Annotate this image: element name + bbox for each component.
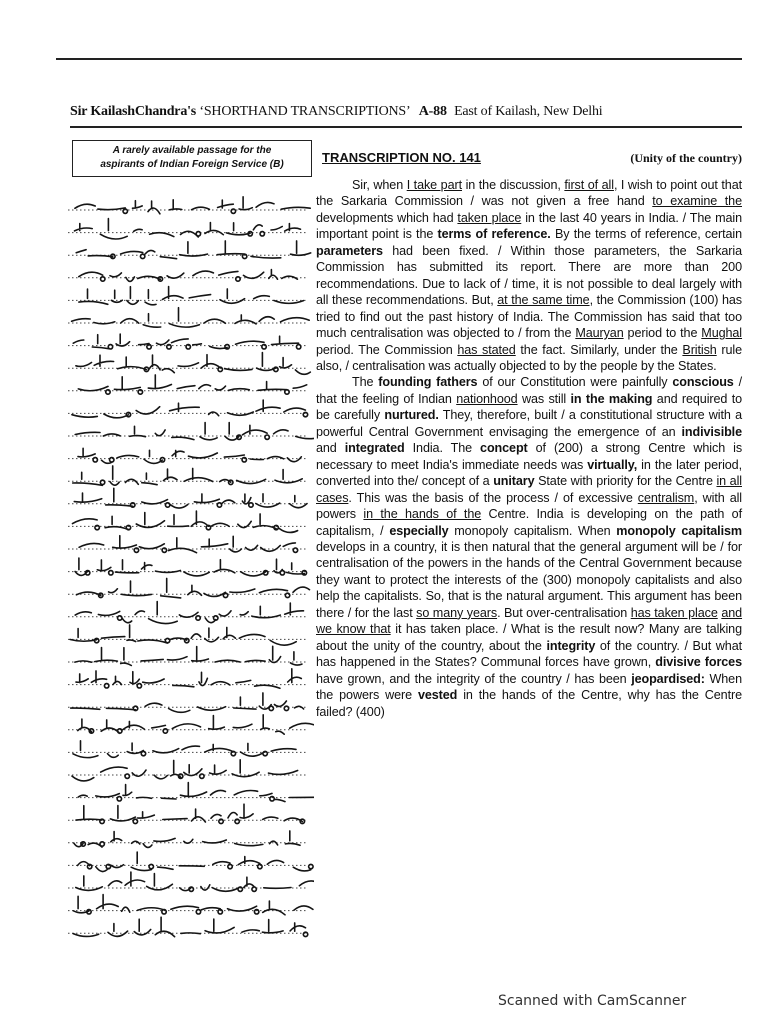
para1-segment: to examine the — [652, 194, 742, 209]
para2-segment: monopoly capitalism. When — [448, 523, 617, 538]
para1-segment: the fact. Similarly, under the — [515, 342, 683, 357]
para2-segment: . But over-centralisation — [497, 605, 631, 620]
para2-segment: vested — [417, 688, 458, 703]
para2-segment: and required to be carefully — [316, 391, 742, 423]
paragraph-1 — [316, 177, 742, 374]
para2-segment: in the hands of the Centre, why has the Centre failed? (400) — [316, 688, 742, 719]
para1-segment: first of all — [564, 178, 614, 192]
header-code: A-88 — [418, 104, 447, 119]
para1-segment: at the same time — [497, 293, 590, 308]
para2-segment: divisive forces — [655, 655, 742, 670]
shorthand-outline — [73, 917, 308, 937]
para2-segment: India. The — [404, 441, 481, 456]
shorthand-outline — [79, 287, 304, 305]
para2-segment: centralism — [637, 490, 695, 505]
shorthand-outline — [74, 488, 307, 508]
para2-segment: nurtured. — [384, 408, 439, 423]
para2-segment: virtually, — [587, 457, 638, 472]
para1-segment: By the terms of reference, certain — [550, 227, 742, 242]
para1-segment: , the Commission (100) has tried to find out the past history of India. The Commission has said that too much centralisation was objected to / from the — [316, 293, 743, 341]
shorthand-outline — [73, 334, 301, 349]
page-header — [70, 104, 742, 128]
para2-segment: conscious — [672, 375, 734, 390]
shorthand-outline — [76, 804, 305, 823]
para2-segment: and — [316, 441, 345, 456]
shorthand-outline — [75, 197, 310, 214]
para2-segment: of the country. / But what has happened in the States? Communal forces have grown, — [316, 638, 743, 670]
para1-segment: Mauryan — [575, 326, 624, 341]
para2-segment: State with priority for the Centre — [534, 474, 717, 489]
shorthand-outline — [75, 558, 306, 576]
para2-segment: integrity — [546, 638, 596, 653]
para2-segment: has taken place — [630, 605, 718, 620]
para2-segment: jeopardised: — [631, 671, 705, 686]
shorthand-outline — [75, 646, 302, 665]
para2-segment: Centre. India is developing on the path of capitalism, / — [316, 507, 742, 538]
para2-segment: When the powers were — [316, 671, 742, 703]
shorthand-outline — [78, 448, 301, 463]
transcription-number: TRANSCRIPTION NO. 141 — [322, 150, 481, 165]
para2-segment: so many years — [416, 605, 498, 620]
para2-segment: unitary — [493, 474, 535, 489]
para1-segment: Sir, when — [352, 178, 407, 192]
para1-segment: rule also, / centralisation was actually objected to by the people by the States. — [316, 342, 742, 373]
para2-segment: of (200) a strong Centre which is necessary to meet India's immediate needs was — [316, 441, 743, 472]
para2-segment: concept — [480, 441, 528, 456]
para2-segment: have grown, and the integrity of the country / has been — [316, 671, 632, 686]
shorthand-outline — [73, 466, 303, 485]
shorthand-outline — [79, 270, 298, 282]
paragraph-2 — [316, 374, 742, 720]
shorthand-outline — [71, 693, 304, 712]
para2-segment: of our Constitution were painfully — [477, 375, 673, 390]
para2-segment: They, therefore, built / a constitutional structure with a powerful Central Government envisaging the emergence of an — [316, 408, 742, 439]
para2-segment: and we know that — [316, 605, 743, 637]
scanner-watermark: Scanned with CamScanner — [498, 993, 687, 1009]
notice-box — [72, 140, 312, 177]
para2-segment: monopoly capitalism — [616, 523, 742, 538]
shorthand-outlines — [64, 196, 314, 946]
shorthand-outline — [72, 400, 308, 418]
header-title: ‘SHORTHAND TRANSCRIPTIONS’ — [199, 104, 410, 119]
para1-segment: , I wish to point out that the Sarkaria Commission / was not given a free hand — [316, 178, 742, 209]
para2-segment: it has taken place. / What is the result now? Many are talking about the unity of the country, about the — [316, 622, 742, 653]
para1-segment: had been fixed. / Within those parameters, the Sarkaria Commission has submitted its report. There are more than 200 recommendations. Due to lack of / time, it is not possible to deal largely with all these recommendations. But, — [316, 243, 742, 308]
shorthand-outline — [73, 741, 296, 758]
shorthand-outline — [76, 669, 301, 689]
shorthand-outline — [79, 536, 298, 553]
transcription-heading — [322, 150, 742, 168]
para1-segment: taken place — [457, 210, 522, 225]
para1-segment: in the discussion, — [461, 178, 565, 192]
para2-segment: indivisible — [681, 424, 742, 439]
para1-segment: period. The Commission — [316, 342, 458, 357]
shorthand-outline — [76, 241, 311, 259]
shorthand-outline — [78, 375, 306, 394]
shorthand-outline — [75, 219, 301, 239]
para2-segment: , with all powers — [316, 490, 742, 522]
top-rule — [56, 58, 742, 60]
transcription-subtitle: (Unity of the country) — [630, 151, 742, 165]
transcription-body — [316, 177, 742, 720]
para2-segment: was still — [517, 391, 571, 406]
para2-segment: develops in a country, it is then natural that the general argument will be / for centralisation of the powers in the hands of the Central Government because they want to protect the interests of the (300) monopoly capitalists and also help the capitalists. So, that is the natural argument. This argument has been there / for the last — [316, 539, 742, 620]
shorthand-outline — [72, 760, 298, 781]
shorthand-outline — [72, 308, 310, 327]
shorthand-outline — [76, 872, 314, 891]
para2-segment: in the later period, converted into the/ concept of a — [316, 457, 742, 489]
para2-segment: in the making — [570, 391, 653, 406]
notice-line-1: A rarely available passage for the — [112, 145, 272, 156]
para1-segment: period to the — [623, 326, 702, 341]
para2-segment: / that the feeling of Indian — [316, 375, 742, 406]
para1-segment: developments which had — [316, 210, 458, 225]
shorthand-outline — [78, 783, 314, 802]
para2-segment: . This was the basis of the process / of excessive — [348, 490, 638, 505]
para2-segment: nationhood — [456, 391, 518, 406]
shorthand-outline — [73, 511, 298, 532]
para1-segment: British — [682, 342, 717, 357]
shorthand-outline — [76, 578, 309, 598]
shorthand-outline — [73, 895, 313, 915]
shorthand-outline — [70, 625, 296, 645]
para2-segment: founding fathers — [378, 375, 478, 390]
shorthand-outline — [75, 602, 303, 624]
shorthand-outline — [78, 715, 314, 734]
shorthand-outline — [76, 353, 310, 375]
para1-segment: parameters — [316, 243, 383, 258]
para2-segment: especially — [389, 523, 449, 538]
para1-segment: terms of reference. — [437, 227, 551, 242]
shorthand-drawing — [64, 196, 314, 946]
para1-segment: in the last 40 years in India. / The main important point is the — [316, 210, 742, 242]
para2-segment: The — [352, 375, 379, 390]
header-address: East of Kailash, New Delhi — [454, 104, 603, 119]
shorthand-outline — [74, 831, 300, 848]
notice-line-2: aspirants of Indian Foreign Service (B) — [100, 159, 284, 170]
para1-segment: I take part — [406, 178, 462, 192]
para2-segment: in the hands of the — [363, 507, 482, 522]
shorthand-outline — [75, 423, 314, 441]
para1-segment: Mughal — [701, 326, 743, 341]
para2-segment: in all cases — [316, 474, 742, 505]
para2-segment: integrated — [344, 441, 405, 456]
para1-segment: has stated — [457, 342, 516, 357]
shorthand-outline — [78, 852, 314, 871]
header-author: Sir KailashChandra's — [70, 104, 197, 119]
